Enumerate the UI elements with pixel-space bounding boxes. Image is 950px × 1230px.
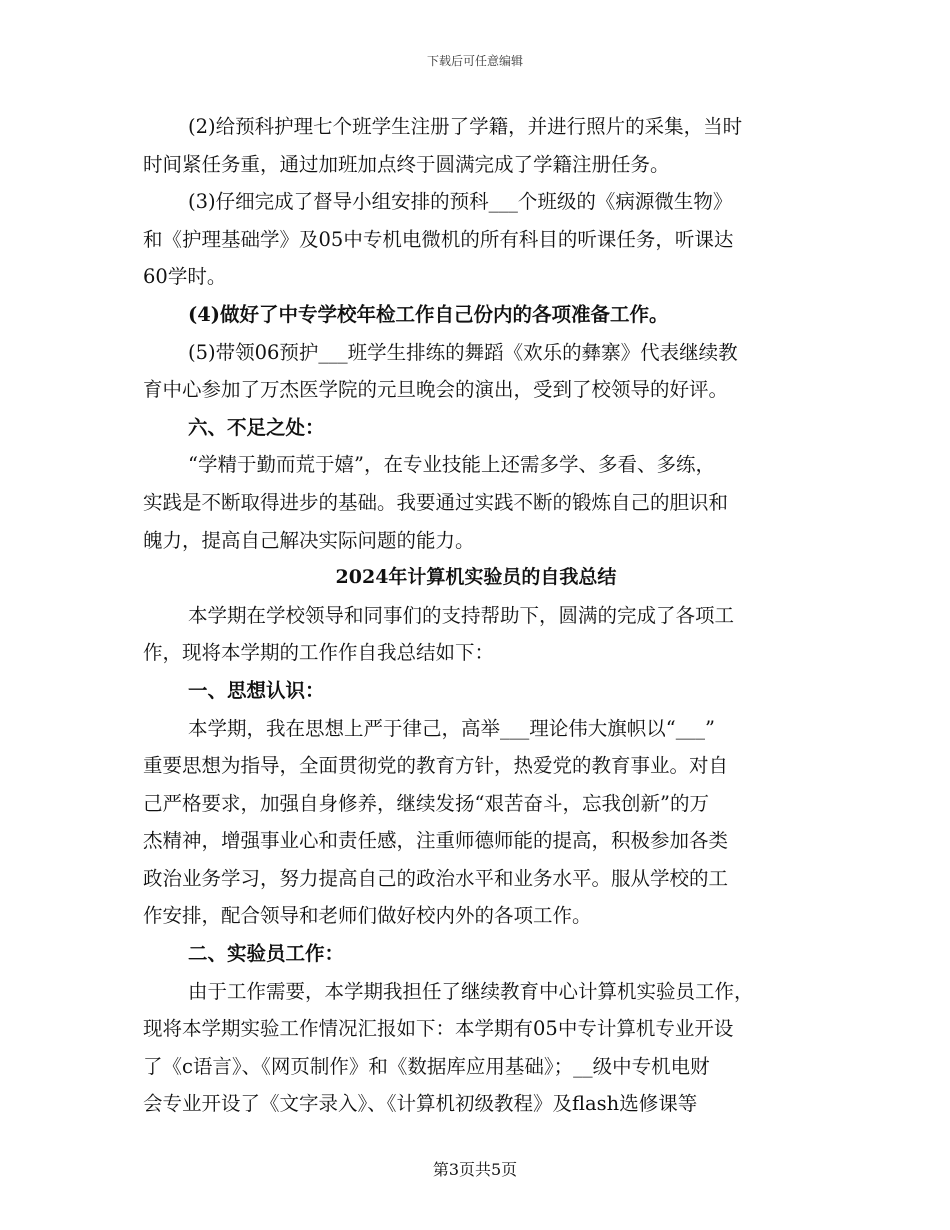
section-heading: 一、思想认识： [188,678,325,702]
section-heading: 二、实验员工作： [188,942,345,966]
paragraph-line: 会专业开设了《文字录入》、《计算机初级教程》及flash选修课等 [143,1092,698,1116]
paragraph-line: 政治业务学习，努力提高自己的政治水平和业务水平。服从学校的工 [143,866,729,890]
paragraph-line: (5)带领06预护___班学生排练的舞蹈《欢乐的彝寨》代表继续教 [188,340,738,364]
document-title: 2024年计算机实验员的自我总结 [335,566,617,589]
paragraph-line: (2)给预科护理七个班学生注册了学籍，并进行照片的采集，当时 [188,115,743,138]
paragraph-line: 育中心参加了万杰医学院的元旦晚会的演出，受到了校领导的好评。 [143,378,729,402]
paragraph-line: 本学期，我在思想上严于律己，高举___理论伟大旗帜以“___” [188,716,715,740]
paragraph-line: 实践是不断取得进步的基础。我要通过实践不断的锻炼自己的胆识和 [143,490,729,514]
page-header: 下载后可任意编辑 [426,54,523,68]
paragraph-line: 本学期在学校领导和同事们的支持帮助下，圆满的完成了各项工 [188,603,735,627]
paragraph-line: 杰精神，增强事业心和责任感，注重师德师能的提高，积极参加各类 [143,829,729,853]
paragraph-line: 魄力，提高自己解决实际问题的能力。 [143,528,475,552]
paragraph-line: “学精于勤而荒于嬉”，在专业技能上还需多学、多看、多练， [188,453,715,477]
paragraph-line: 作安排，配合领导和老师们做好校内外的各项工作。 [143,904,592,928]
paragraph-line: 作，现将本学期的工作作自我总结如下： [143,641,495,665]
paragraph-line: 现将本学期实验工作情况汇报如下：本学期有05中专计算机专业开设 [143,1017,734,1041]
paragraph-line: 由于工作需要，本学期我担任了继续教育中心计算机实验员工作， [188,979,754,1003]
paragraph-line: 重要思想为指导，全面贯彻党的教育方针，热爱党的教育事业。对自 [143,754,729,778]
page-footer: 第3页共5页 [432,1160,518,1179]
paragraph-line: 了《c语言》、《网页制作》和《数据库应用基础》；__级中专机电财 [143,1054,710,1078]
document-body [143,108,809,1123]
paragraph-line: 和《护理基础学》及05中专机电微机的所有科目的听课任务，听课达 [143,227,734,251]
bold-item: (4)做好了中专学校年检工作自己份内的各项准备工作。 [188,302,669,326]
section-heading: 六、不足之处： [188,415,325,439]
paragraph-line: 己严格要求，加强自身修养，继续发扬“艰苦奋斗，忘我创新”的万 [143,791,709,815]
paragraph-line: 时间紧任务重，通过加班加点终于圆满完成了学籍注册任务。 [143,152,670,176]
paragraph-line: 60学时。 [143,265,227,289]
paragraph-line: (3)仔细完成了督导小组安排的预科___个班级的《病源微生物》 [188,190,733,214]
